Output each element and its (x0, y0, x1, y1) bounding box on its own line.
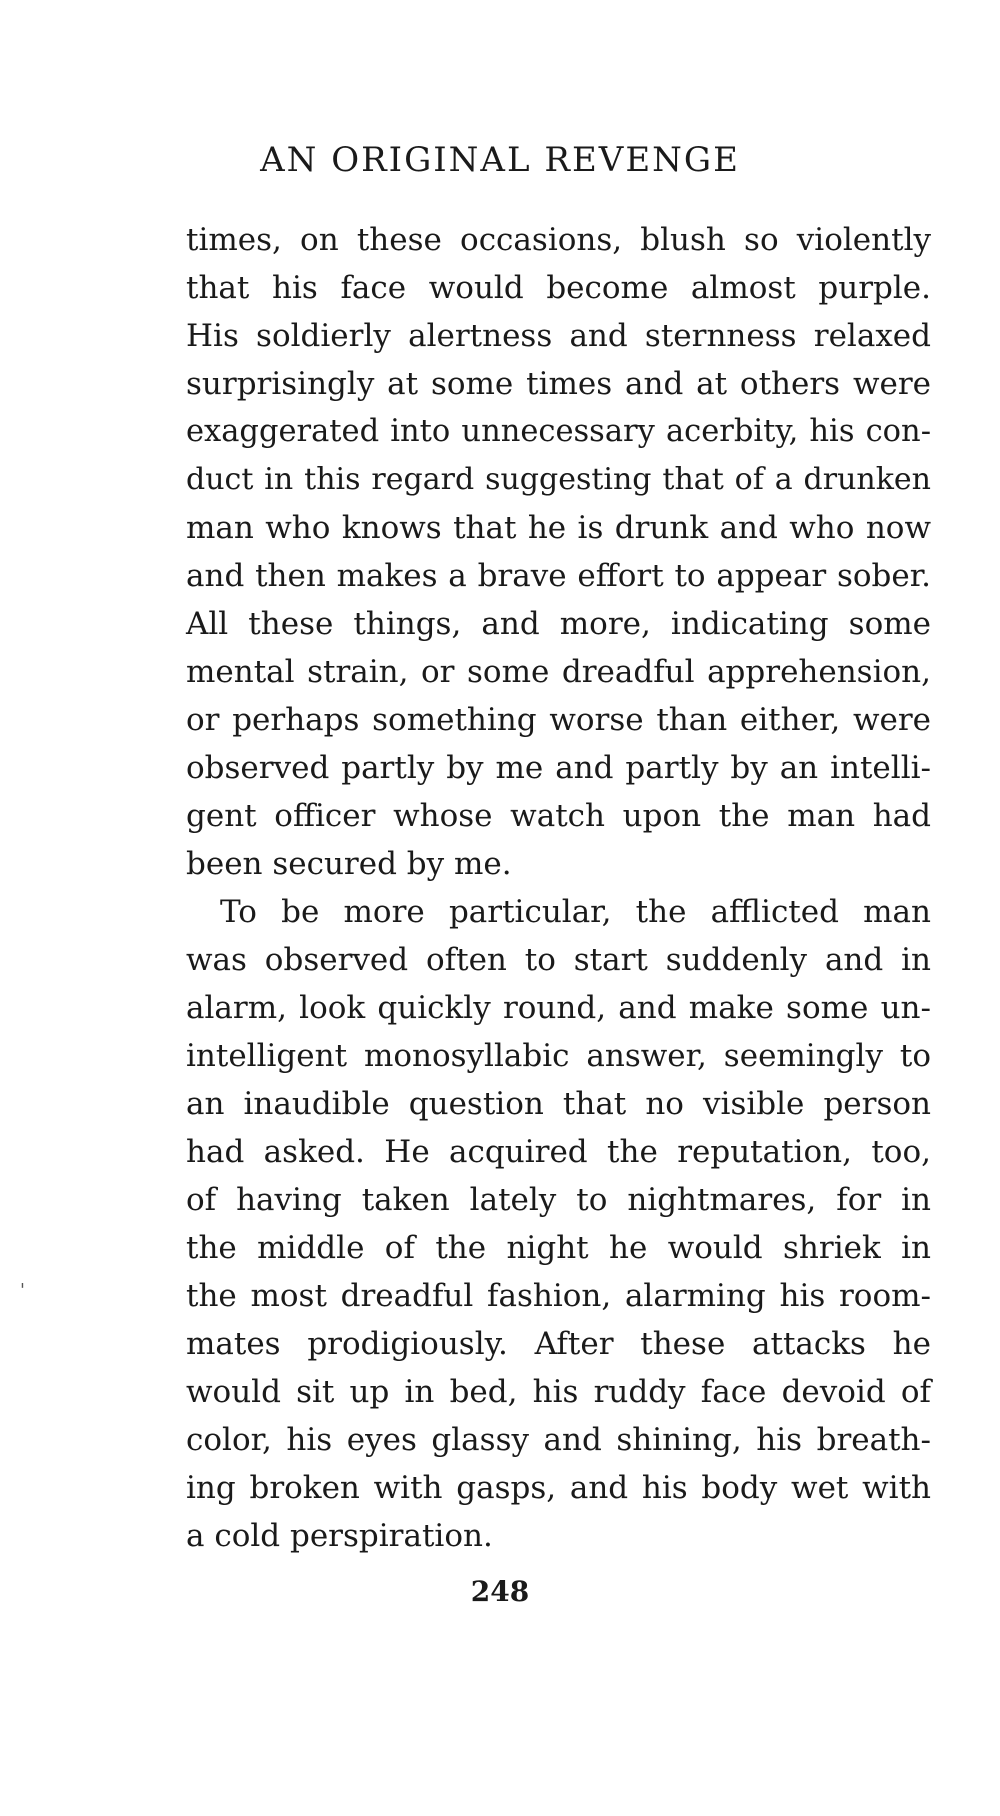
text-line: an inaudible question that no visible person (186, 1086, 931, 1122)
text-line: His soldierly alertness and sternness relaxed (186, 318, 931, 354)
text-line: exaggerated into unnecessary acerbity, his con- (186, 414, 931, 449)
text-line: was observed often to start suddenly and in (186, 942, 931, 978)
text-line: color, his eyes glassy and shining, his breath- (186, 1422, 931, 1458)
text-line: alarm, look quickly round, and make some un- (186, 990, 931, 1026)
text-line: observed partly by me and partly by an intelli- (186, 750, 931, 786)
text-line: ing broken with gasps, and his body wet with (186, 1470, 931, 1506)
page-number: 248 (470, 1575, 530, 1608)
text-line: intelligent monosyllabic answer, seemingly to (186, 1038, 931, 1074)
margin-mark: ' (20, 1280, 25, 1301)
text-line: and then makes a brave effort to appear sober. (186, 558, 931, 594)
text-line: All these things, and more, indicating some (186, 606, 931, 642)
body-text (186, 216, 931, 1560)
text-line: duct in this regard suggesting that of a drunken (186, 462, 931, 497)
text-line: been secured by me. (186, 846, 512, 882)
text-line: To be more particular, the afflicted man (220, 894, 931, 930)
text-line: or perhaps something worse than either, were (186, 702, 931, 738)
text-line: man who knows that he is drunk and who now (186, 510, 931, 546)
text-line: that his face would become almost purple. (186, 270, 931, 306)
text-line: mental strain, or some dreadful apprehension, (186, 654, 931, 690)
text-line: gent officer whose watch upon the man had (186, 798, 931, 834)
text-line: the most dreadful fashion, alarming his room- (186, 1278, 931, 1314)
text-line: the middle of the night he would shriek in (186, 1230, 931, 1266)
text-line: times, on these occasions, blush so violently (186, 222, 931, 258)
text-line: mates prodigiously. After these attacks he (186, 1326, 931, 1362)
text-line: surprisingly at some times and at others were (186, 366, 931, 402)
paragraph (186, 888, 931, 1560)
running-head: AN ORIGINAL REVENGE (260, 140, 740, 180)
text-line: had asked. He acquired the reputation, too, (186, 1134, 931, 1170)
paragraph (186, 216, 931, 888)
text-line: of having taken lately to nightmares, for in (186, 1182, 931, 1218)
text-line: would sit up in bed, his ruddy face devoid of (186, 1374, 931, 1410)
text-line: a cold perspiration. (186, 1518, 493, 1554)
